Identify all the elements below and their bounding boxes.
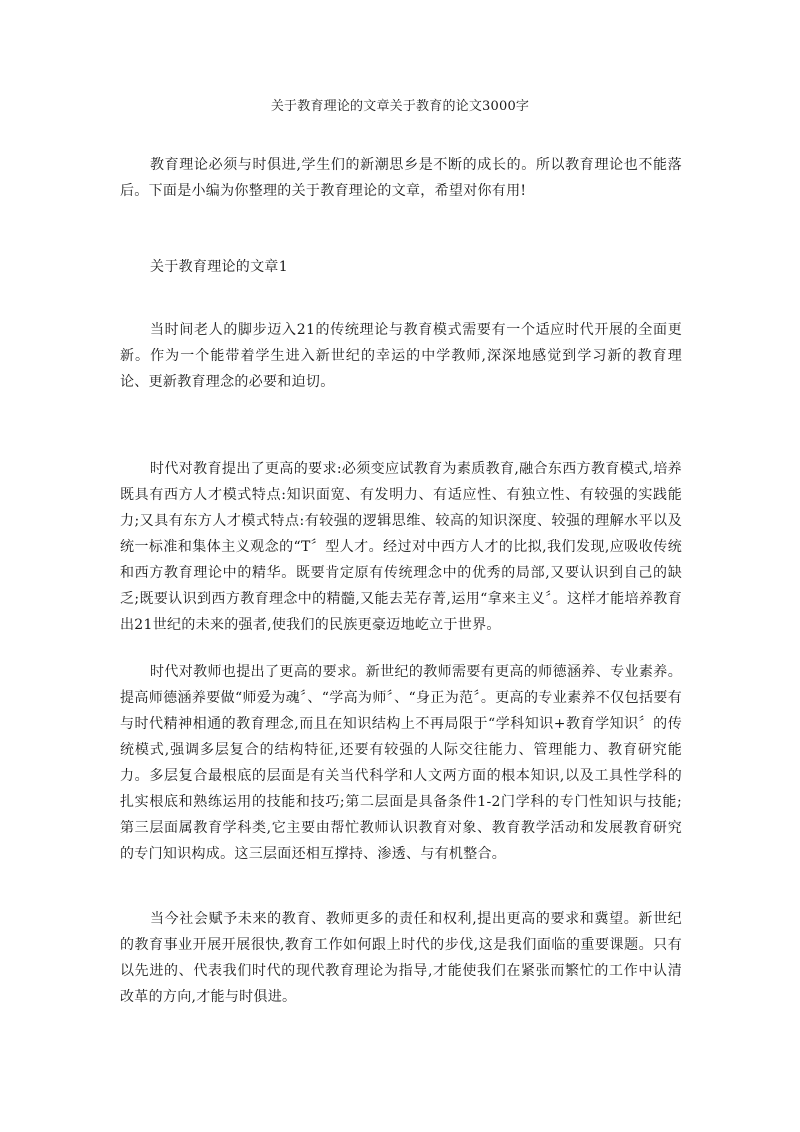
body-paragraph-3: 时代对教师也提出了更高的要求。新世纪的教师需要有更高的师德涵养、专业素养。提高师德涵养要做“师爱为魂〞、“学高为师〞、“身正为范〞。更高的专业素养不仅包括要有与时代精神相通的教育理念,而且在知识结构上不再局限于“学科知识+教育学知识〞的传统模式,强调多层复合的结构特征,还要有较强的人际交往能力、管理能力、教育研究能力。多层复合最根底的层面是有关当代科学和人文两方面的根本知识,以及工具性学科的扎实根底和熟练运用的技能和技巧;第二层面是具备条件1-2门学科的专门性知识与技能;第三层面属教育学科类,它主要由帮忙教师认识教育对象、教育教学活动和发展教育研究的专门知识构成。这三层面还相互撑持、渗透、与有机整合。 bbox=[120, 664, 682, 862]
intro-paragraph: 教育理论必须与时俱进,学生们的新潮思乡是不断的成长的。所以教育理论也不能落后。下面是小编为你整理的关于教育理论的文章，希望对你有用! bbox=[120, 157, 682, 199]
document-title: 关于教育理论的文章关于教育的论文3000字 bbox=[270, 99, 530, 114]
section-heading: 关于教育理论的文章1 bbox=[150, 259, 288, 275]
body-paragraph-4: 当今社会赋予未来的教育、教师更多的责任和权利,提出更高的要求和冀望。新世纪的教育事业开展开展很快,教育工作如何跟上时代的步伐,这是我们面临的重要课题。只有以先进的、代表我们时代的现代教育理论为指导,才能使我们在紧张而繁忙的工作中认清改革的方向,才能与时俱进。 bbox=[120, 911, 682, 1005]
body-paragraph-2: 时代对教育提出了更高的要求:必须变应试教育为素质教育,融合东西方教育模式,培养既具有西方人才模式特点:知识面宽、有发明力、有适应性、有独立性、有较强的实践能力;又具有东方人才模式特点:有较强的逻辑思维、较高的知识深度、较强的理解水平以及统一标准和集体主义观念的“T〞型人才。经过对中西方人才的比拟,我们发现,应吸收传统和西方教育理论中的精华。既要肯定原有传统理念中的优秀的局部,又要认识到自己的缺乏;既要认识到西方教育理念中的精髓,又能去芜存菁,运用“拿来主义〞。这样才能培养教育出21世纪的未来的强者,使我们的民族更豪迈地屹立于世界。 bbox=[120, 461, 682, 633]
body-paragraph-1: 当时间老人的脚步迈入21的传统理论与教育模式需要有一个适应时代开展的全面更新。作为一个能带着学生进入新世纪的幸运的中学教师,深深地感觉到学习新的教育理论、更新教育理念的必要和迫切。 bbox=[120, 322, 682, 390]
